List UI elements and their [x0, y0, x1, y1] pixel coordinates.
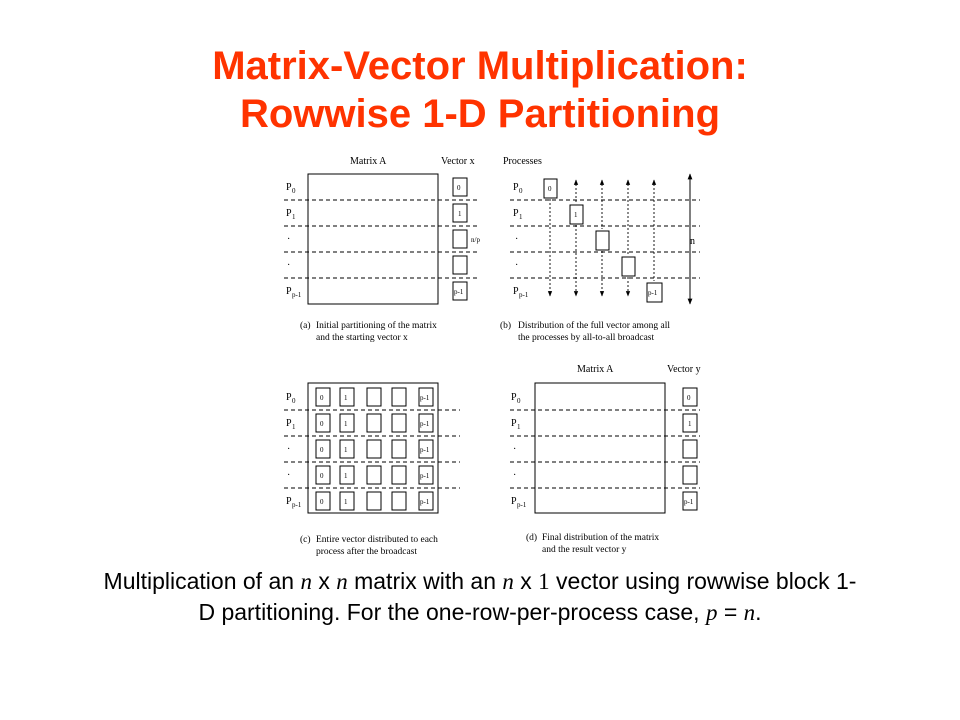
caption-d: [526, 532, 659, 555]
svg-text:P: P: [286, 418, 292, 429]
svg-text:p-1: p-1: [292, 291, 302, 299]
vector-block-label: 0: [320, 394, 324, 402]
n-label: n: [690, 236, 695, 247]
svg-text:Initial partitioning of the ma: Initial partitioning of the matrix: [316, 321, 437, 331]
header-vector-x: Vector x: [441, 156, 475, 167]
svg-text:(c): (c): [300, 535, 311, 545]
vector-block: [392, 414, 406, 432]
row-dividers-a: [284, 200, 478, 278]
svg-text:P: P: [511, 496, 517, 507]
svg-text:p-1: p-1: [684, 498, 694, 506]
panel-b: [500, 156, 700, 343]
title-line-2: Rowwise 1-D Partitioning: [239, 92, 721, 136]
svg-text:Distribution of the full vecto: Distribution of the full vector among all: [518, 321, 670, 331]
svg-text:1: 1: [458, 210, 462, 218]
svg-text:·: ·: [287, 470, 291, 481]
header-matrix-a-d: Matrix A: [577, 364, 614, 375]
vector-block-label: p-1: [420, 498, 430, 506]
svg-text:1: 1: [519, 213, 523, 221]
svg-text:0: 0: [548, 185, 552, 193]
svg-text:p-1: p-1: [517, 501, 527, 509]
svg-text:1: 1: [574, 211, 578, 219]
vector-block-label: 1: [344, 472, 348, 480]
panel-a: [284, 156, 480, 343]
caption-c: [300, 534, 438, 557]
vector-block-label: 1: [344, 446, 348, 454]
replicated-vector-blocks: [316, 388, 433, 510]
vector-block-label: 1: [344, 498, 348, 506]
row-dividers-c: [284, 410, 460, 488]
slide-caption: Multiplication of an n x n matrix with an n x 1 vector using rowwise block 1-D partitioning. For the one-row-per-process case, p = n.: [103, 568, 857, 625]
header-processes: Processes: [503, 156, 542, 167]
svg-text:and the starting vector x: and the starting vector x: [316, 333, 408, 343]
svg-text:and the result vector y: and the result vector y: [542, 545, 627, 555]
svg-text:P: P: [513, 182, 519, 193]
svg-text:0: 0: [517, 397, 521, 405]
svg-text:(a): (a): [300, 321, 311, 331]
vector-block: [392, 440, 406, 458]
vector-block: [392, 466, 406, 484]
vector-block-label: 1: [344, 420, 348, 428]
svg-text:p-1: p-1: [292, 501, 302, 509]
svg-text:1: 1: [688, 420, 692, 428]
svg-text:(b): (b): [500, 321, 512, 331]
panel-c: [284, 383, 460, 557]
svg-text:0: 0: [519, 187, 523, 195]
svg-text:Final distribution of the matr: Final distribution of the matrix: [542, 533, 660, 543]
header-matrix-a: Matrix A: [350, 156, 387, 167]
svg-text:P: P: [286, 286, 292, 297]
vector-y-blocks: [683, 388, 697, 510]
svg-text:P: P: [286, 182, 292, 193]
svg-text:P: P: [511, 392, 517, 403]
svg-text:·: ·: [287, 444, 291, 455]
vector-block: [367, 492, 381, 510]
vector-block: [392, 388, 406, 406]
vector-block-label: 0: [320, 420, 324, 428]
broadcast-blocks: [544, 179, 662, 302]
svg-text:1: 1: [292, 213, 296, 221]
svg-text:1: 1: [517, 423, 521, 431]
svg-text:·: ·: [287, 234, 291, 245]
svg-text:0: 0: [687, 394, 691, 402]
broadcast-arrows: [550, 180, 654, 296]
vector-block-label: p-1: [420, 394, 430, 402]
svg-text:·: ·: [287, 260, 291, 271]
svg-text:the processes by all-to-all br: the processes by all-to-all broadcast: [518, 333, 655, 343]
svg-text:process after the broadcast: process after the broadcast: [316, 547, 418, 557]
svg-text:P: P: [511, 418, 517, 429]
vector-block: [367, 388, 381, 406]
svg-text:·: ·: [513, 444, 517, 455]
vector-block: [367, 440, 381, 458]
svg-text:(d): (d): [526, 533, 538, 543]
svg-text:p-1: p-1: [454, 288, 464, 296]
vector-block-label: 0: [320, 498, 324, 506]
caption-a: [300, 320, 437, 343]
np-label: n/p: [471, 236, 480, 244]
svg-text:P: P: [286, 208, 292, 219]
vector-block-label: p-1: [420, 472, 430, 480]
svg-text:P: P: [513, 286, 519, 297]
vector-x-blocks: [453, 178, 467, 300]
svg-text:p-1: p-1: [519, 291, 529, 299]
svg-text:P: P: [286, 392, 292, 403]
row-dividers-d: [510, 410, 700, 488]
svg-text:0: 0: [292, 397, 296, 405]
vector-block-label: 0: [320, 446, 324, 454]
vector-block-label: p-1: [420, 446, 430, 454]
svg-text:1: 1: [292, 423, 296, 431]
caption-b: [500, 320, 670, 343]
panel-d: [510, 364, 701, 555]
svg-text:·: ·: [515, 234, 519, 245]
vector-block: [367, 466, 381, 484]
matrix-a-box: [308, 174, 438, 304]
vector-block-label: 1: [344, 394, 348, 402]
vector-block-label: 0: [320, 472, 324, 480]
svg-text:0: 0: [457, 184, 461, 192]
vector-block: [367, 414, 381, 432]
svg-text:·: ·: [513, 470, 517, 481]
svg-text:0: 0: [292, 187, 296, 195]
vector-block: [392, 492, 406, 510]
svg-text:·: ·: [515, 260, 519, 271]
svg-text:p-1: p-1: [648, 289, 658, 297]
header-vector-y: Vector y: [667, 364, 701, 375]
svg-text:P: P: [513, 208, 519, 219]
vector-block-label: p-1: [420, 420, 430, 428]
row-dividers-b: [510, 200, 700, 278]
matrix-d-box: [535, 383, 665, 513]
svg-text:Entire vector distributed to e: Entire vector distributed to each: [316, 535, 438, 545]
svg-text:P: P: [286, 496, 292, 507]
title-line-1: Matrix-Vector Multiplication:: [212, 44, 748, 88]
